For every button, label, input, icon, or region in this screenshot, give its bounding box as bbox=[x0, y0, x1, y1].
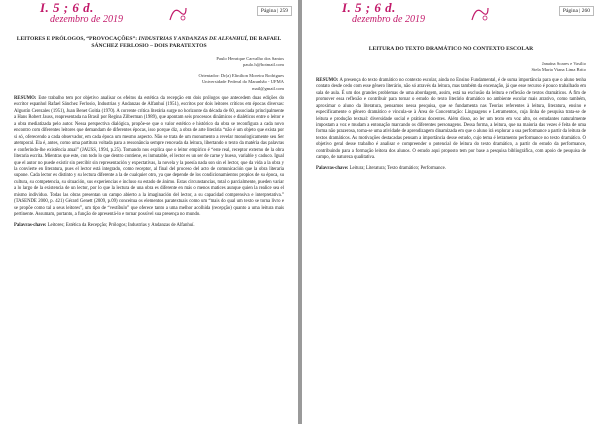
flourish-icon bbox=[168, 4, 188, 24]
author-email: paulo.h@hotmail.com bbox=[243, 62, 284, 68]
advisor-email: mail@gmail.com bbox=[252, 85, 284, 91]
keywords-text: Leitores; Estética da Recepção; Prólogos; Industrias y Andanzas de Alfanhuí. bbox=[47, 222, 195, 228]
author-name: Paulo Henrique Carvalho dos Santos bbox=[216, 56, 284, 61]
author-block bbox=[316, 61, 586, 74]
advisor-name: Stela Maria Viana Lima Brito bbox=[531, 67, 586, 73]
right-page-content bbox=[316, 36, 586, 172]
abstract-paragraph bbox=[316, 78, 586, 162]
left-page bbox=[0, 0, 298, 424]
logo-main-text: I. 5 ; 6 d. bbox=[40, 0, 94, 15]
flourish-icon bbox=[470, 4, 490, 24]
abstract-label: RESUMO: bbox=[14, 96, 37, 102]
institution-name: Universidade Federal do Maranhão - UFMA bbox=[201, 79, 284, 85]
keywords-text: Leitura; Literatura; Texto dramático; Performance. bbox=[349, 165, 446, 171]
keywords-line bbox=[14, 223, 284, 229]
abstract-label: RESUMO: bbox=[316, 77, 339, 83]
title-italic: INDUSTRIAS Y ANDANZAS DE ALFANHUÍ, bbox=[138, 36, 249, 42]
article-title: LEITURA DO TEXTO DRAMÁTICO NO CONTEXTO ESCOLAR bbox=[368, 46, 534, 52]
page-number: Página | 260 bbox=[559, 6, 594, 16]
abstract-text: A presença do texto dramático no contexto escolar, ainda no Ensino Fundamental, é de suma importância para que o aluno tenha contato desde cedo com esse gênero literário, não só através da leitura, mas também da encenação, já que esse recurso é pouco trabalhado em sala de aula. É um dos grandes problemas de uma abordagem, assim, está na exclusão da leitura e reflexão de textos dramáticos. A fim de promover essa reflexão e contribuir para tornar o estudo do texto literário dramático no ambiente escolar mais atrativo, como também, aproximar o aluno da literatura, pensamos nessa pesquisa, que se fundamenta nas Teorias referentes à leitura, literatura, ensino e especificamente o gênero dramático e vincula-se à Área de Concentração: Linguagens e Letramentos, cuja linha de pesquisa trata-se de leitura e produção textual: diversidade social e práticas docentes. Além disso, ao ler um texto em voz alto, os estudantes naturalmente impostam a voz e mudam a entonação marcando os diferentes personagens. Dessa forma, a leitura, que na maioria das vezes é feita de uma forma não prazerosa, torna-se uma atividade de aprendizagem dinamizada em que o aluno irá explorar a sua performance a partir da leitura de textos dramáticos. As motivações destacadas pensam a importância desse estudo, cujo tema é letramento performance no texto dramático. O objetivo geral desse trabalho é analisar e compreender o potencial de leitura do texto dramático, a partir do estudo da performance, contribuindo para a formação leitora dos alunos. O estudo aqui proposto tem por base a pesquisa bibliográfica, com apoio de pesquisa de campo, de natureza qualitativa. bbox=[316, 77, 586, 161]
abstract-text: Este trabalho tem por objetivo analisar os efeitos da estética da recepção em dois prólogos que antecedem duas edições do escritor espanhol Rafael Sánchez Ferlosio, Industrias y Andanzas de Alfanhuí (1951), escritos por dois leitores críticos em épocas diversas: Algustín Cerezales (1951), Juan Benet Goitia (1970). A corrente crítica literária surge no horizonte da década de 60, associada principalmente a Hans Robert Jauss, reapresentada na Brasil por Regina Zilberman (1989), que apontam seis processos dinâmicos e dialéticos entre o leitor e a obra mediatizada pelo autor. Nessa perspectiva dialógica, propõe-se que o valor estético e histórico da obra se reconfigura a cada novo encontro com diferentes leitores que demandam de diferentes épocas, isso porque diz, a obra de arte literária “não é um objeto que exista por si só, oferecendo a cada observador, em cada época um mesmo aspecto. Não se trata de um monumento a revelar monologicamente seu Ser atemporal. Ela é, antes, como uma partitura voltada para a ressonância sempre renovada da leitura, libertando o texto da matéria das palavras e conferindo-lhe existência atual” (JAUSS, 1994, p.25). Tomando nos explica que o leitor empírico é “este real, receptor externo de la obra literaria escrita. Mientras que este, con todo lo que dentro contiene, es inmutable, el lector es un ser de carne y hueso, variable y caduco. Igual que el autor no puede existir sin percibir sin representación y expectativas, la novela y la poesía nada son sin el lector, que da vida a la obra y la convierte en literatura, pues el lector está integrado, como receptor, al final del proceso del acto de comunicación que la obra literaria supone. Cada lector es distinto y su lectura diferente a la de cualquier otro, ya que depende de los condicionamientos propios de su época, su cultura, su competencia, su situación, sus experiencias e incluso su estado de ánimo. Estas circunstancias, total o parcialmente, pueden variar a lo largo de la existencia de un lector, por lo que la lectura de una obra es diferente en más o menos matices aunque quien la realice sea el mismo individuo. Todas las obras presentan un campo abierto a la imaginación del lector, a su capacidad comprensiva e interpretativa.” (TASENDE 2000, p. 421) Gérard Genett (2009, p.09) conceitua os elementos paratextuais como um “mais do qual um texto se torna livro e se propõe como tal a seus leitores”, um tipo de “vestíbulo” que oferece tanto a uma melhor acolhida (recepção) quanto a uma leitura mais pertinente. Assumam, portanto, a função de apresentá-lo e tornar possível sua presença no mundo. bbox=[14, 96, 285, 218]
abstract-paragraph bbox=[14, 96, 284, 219]
author-name: Janaína Soares e Vasilio bbox=[541, 61, 586, 66]
logo-main-text: I. 5 ; 6 d. bbox=[342, 0, 396, 15]
left-page-content bbox=[14, 36, 284, 229]
advisor-name: Orientador: Dr(a) Elinilton Moreira Rodrigues bbox=[198, 72, 284, 78]
right-header-banner bbox=[302, 0, 600, 26]
title-rest: DE RAFAEL SÁNCHEZ FERLOSIO – DOIS PARATEXTOS bbox=[91, 36, 282, 49]
page-number: Página | 259 bbox=[257, 6, 292, 16]
event-logo bbox=[342, 0, 472, 26]
title-plain: LEITORES E PRÓLOGOS, “PROVOCAÇÕES”: bbox=[16, 36, 138, 42]
right-page bbox=[302, 0, 600, 424]
keywords-line bbox=[316, 166, 586, 172]
logo-sub-text: dezembro de 2019 bbox=[50, 14, 123, 25]
event-logo bbox=[40, 0, 170, 26]
article-title bbox=[14, 36, 284, 50]
left-header-banner bbox=[0, 0, 298, 26]
logo-sub-text: dezembro de 2019 bbox=[352, 14, 425, 25]
keywords-label: Palavras-chave: bbox=[14, 222, 47, 228]
author-block bbox=[14, 56, 284, 92]
keywords-label: Palavras-chave: bbox=[316, 165, 349, 171]
